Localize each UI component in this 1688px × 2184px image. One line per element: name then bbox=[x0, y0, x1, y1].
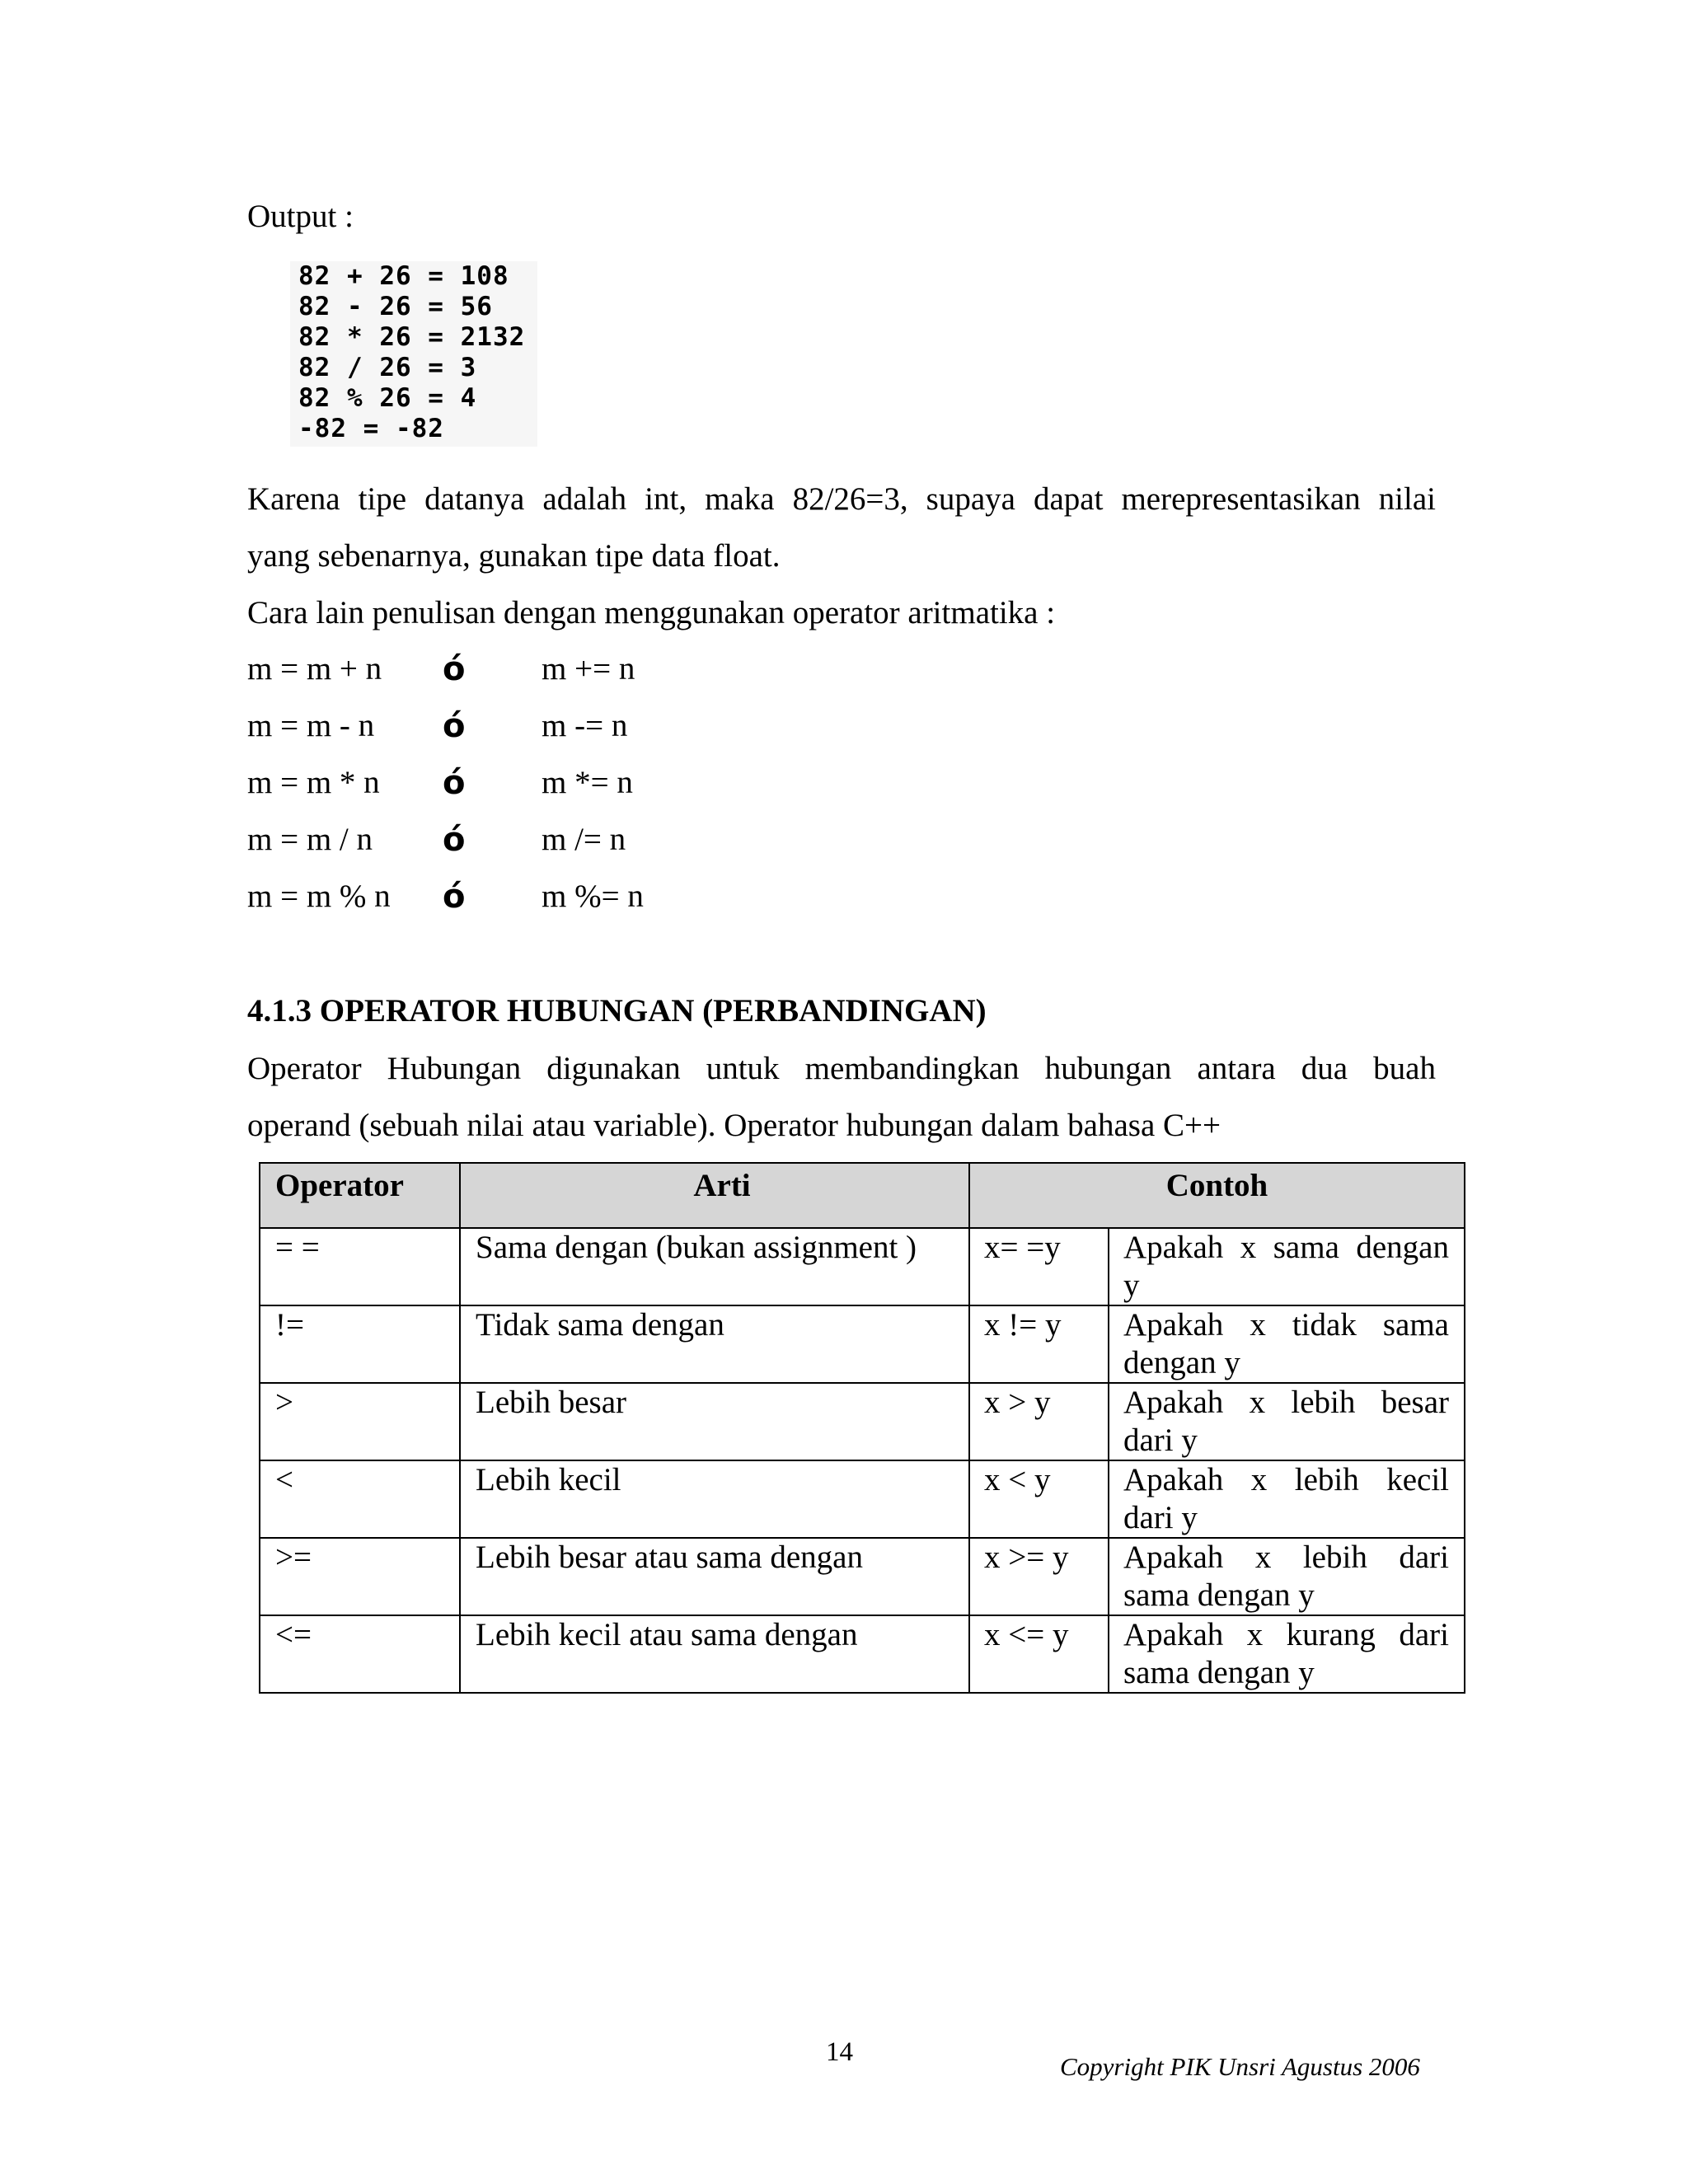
cell-arti: Lebih kecil bbox=[460, 1460, 969, 1538]
short-form: m *= n bbox=[542, 765, 633, 800]
page-number: 14 bbox=[826, 2037, 853, 2067]
header-operator: Operator bbox=[260, 1163, 460, 1228]
cell-operator: < bbox=[260, 1460, 460, 1538]
table-header-row bbox=[260, 1163, 1465, 1228]
description-line: dari y bbox=[1123, 1422, 1198, 1458]
description-line: Apakah x tidak sama bbox=[1123, 1307, 1449, 1343]
cell-arti: Lebih besar bbox=[460, 1383, 969, 1460]
description-line: sama dengan y bbox=[1123, 1655, 1315, 1690]
table-row bbox=[260, 1383, 1465, 1460]
cell-expression: x >= y bbox=[969, 1538, 1109, 1615]
output-label: Output : bbox=[247, 199, 354, 234]
long-form: m = m * n bbox=[247, 765, 380, 800]
section-heading: 4.1.3 OPERATOR HUBUNGAN (PERBANDINGAN) bbox=[247, 993, 987, 1029]
cell-description bbox=[1109, 1383, 1465, 1460]
cell-operator: >= bbox=[260, 1538, 460, 1615]
description-line: Apakah x kurang dari bbox=[1123, 1617, 1449, 1652]
paragraph-relational-intro-line1: Operator Hubungan digunakan untuk membandingkan hubungan antara dua buah bbox=[247, 1051, 1436, 1086]
header-contoh: Contoh bbox=[969, 1163, 1465, 1228]
cell-expression: x > y bbox=[969, 1383, 1109, 1460]
long-form: m = m % n bbox=[247, 879, 391, 914]
short-form: m -= n bbox=[542, 708, 628, 743]
cell-arti: Lebih kecil atau sama dengan bbox=[460, 1615, 969, 1693]
cell-operator: <= bbox=[260, 1615, 460, 1693]
description-line: y bbox=[1123, 1268, 1140, 1303]
short-form: m += n bbox=[542, 651, 635, 687]
cell-arti: Lebih besar atau sama dengan bbox=[460, 1538, 969, 1615]
cell-description bbox=[1109, 1228, 1465, 1305]
cell-expression: x < y bbox=[969, 1460, 1109, 1538]
description-line: dengan y bbox=[1123, 1345, 1240, 1380]
paragraph-relational-intro-line2: operand (sebuah nilai atau variable). Operator hubungan dalam bahasa C++ bbox=[247, 1108, 1221, 1143]
long-form: m = m - n bbox=[247, 708, 375, 743]
description-line: Apakah x lebih kecil bbox=[1123, 1462, 1449, 1497]
console-line: 82 / 26 = 3 bbox=[298, 353, 477, 382]
paragraph-alternative-notation: Cara lain penulisan dengan menggunakan operator aritmatika : bbox=[247, 595, 1056, 630]
cell-description bbox=[1109, 1538, 1465, 1615]
table-row bbox=[260, 1228, 1465, 1305]
console-line: 82 * 26 = 2132 bbox=[298, 322, 526, 352]
relational-operator-table bbox=[259, 1162, 1465, 1694]
console-line: 82 + 26 = 108 bbox=[298, 261, 509, 291]
cell-description bbox=[1109, 1615, 1465, 1693]
table-row bbox=[260, 1460, 1465, 1538]
paragraph-int-explanation-line2: yang sebenarnya, gunakan tipe data float. bbox=[247, 538, 781, 574]
equivalence-icon: ó bbox=[443, 821, 466, 859]
cell-expression: x <= y bbox=[969, 1615, 1109, 1693]
cell-operator: > bbox=[260, 1383, 460, 1460]
equivalence-icon: ó bbox=[443, 650, 466, 688]
table-row bbox=[260, 1305, 1465, 1383]
cell-description bbox=[1109, 1460, 1465, 1538]
cell-operator: = = bbox=[260, 1228, 460, 1305]
equivalence-icon: ó bbox=[443, 764, 466, 802]
description-line: Apakah x lebih dari bbox=[1123, 1540, 1449, 1575]
table-row bbox=[260, 1538, 1465, 1615]
cell-arti: Sama dengan (bukan assignment ) bbox=[460, 1228, 969, 1305]
console-output-image bbox=[290, 261, 537, 447]
description-line: Apakah x lebih besar bbox=[1123, 1385, 1449, 1420]
cell-expression: x= =y bbox=[969, 1228, 1109, 1305]
cell-operator: != bbox=[260, 1305, 460, 1383]
long-form: m = m / n bbox=[247, 822, 373, 857]
header-arti: Arti bbox=[460, 1163, 969, 1228]
cell-arti: Tidak sama dengan bbox=[460, 1305, 969, 1383]
short-form: m /= n bbox=[542, 822, 626, 857]
description-line: dari y bbox=[1123, 1500, 1198, 1535]
cell-expression: x != y bbox=[969, 1305, 1109, 1383]
paragraph-int-explanation-line1: Karena tipe datanya adalah int, maka 82/26=3, supaya dapat merepresentasikan nilai bbox=[247, 481, 1436, 517]
long-form: m = m + n bbox=[247, 651, 382, 687]
short-form: m %= n bbox=[542, 879, 644, 914]
description-line: Apakah x sama dengan bbox=[1123, 1230, 1449, 1265]
console-line: -82 = -82 bbox=[298, 414, 444, 443]
console-line: 82 % 26 = 4 bbox=[298, 383, 477, 413]
cell-description bbox=[1109, 1305, 1465, 1383]
description-line: sama dengan y bbox=[1123, 1577, 1315, 1613]
table-row bbox=[260, 1615, 1465, 1693]
console-line: 82 - 26 = 56 bbox=[298, 292, 493, 321]
equivalence-icon: ó bbox=[443, 707, 466, 745]
equivalence-icon: ó bbox=[443, 878, 466, 916]
copyright-footer: Copyright PIK Unsri Agustus 2006 bbox=[1060, 2052, 1420, 2081]
